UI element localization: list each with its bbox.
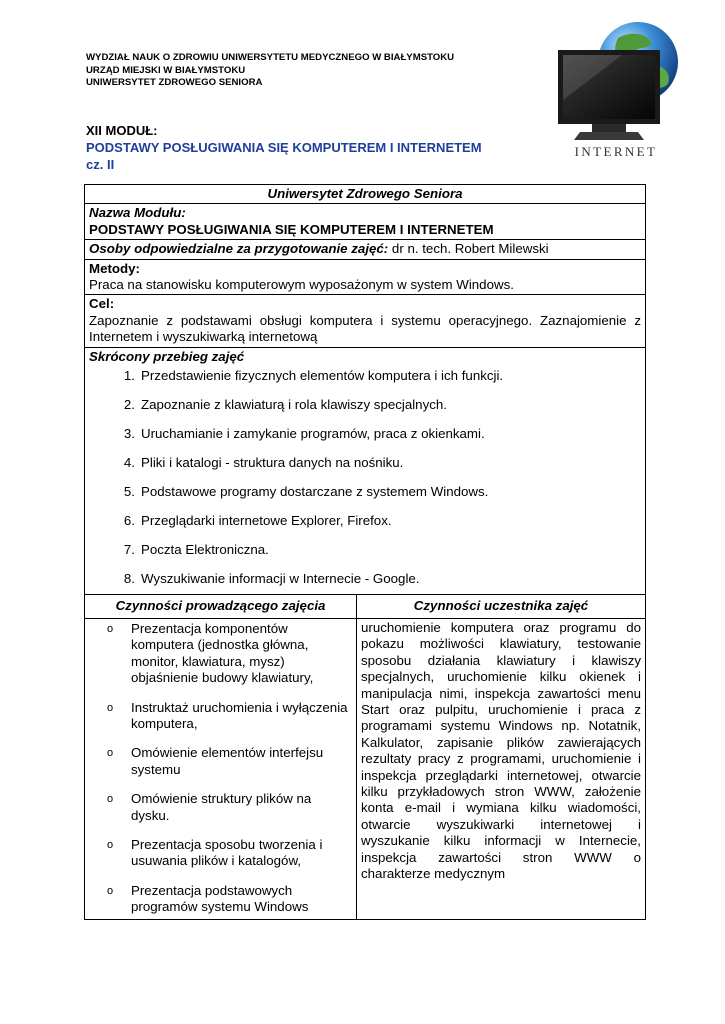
list-item: o Instruktaż uruchomienia i wyłączenia komputera, bbox=[89, 700, 352, 733]
bullet-icon: o bbox=[106, 701, 114, 714]
module-name-label: Nazwa Modułu: bbox=[89, 205, 186, 221]
module-name-value: PODSTAWY POSŁUGIWANIA SIĘ KOMPUTEREM I INTERNETEM bbox=[89, 221, 494, 237]
list-item: o Omówienie elementów interfejsu systemu bbox=[89, 745, 352, 778]
bullet-icon: o bbox=[106, 884, 114, 897]
goal-label: Cel: bbox=[89, 296, 115, 312]
goal-row bbox=[85, 295, 646, 347]
bullet-icon: o bbox=[106, 793, 114, 806]
university-row bbox=[85, 185, 646, 204]
list-item: 3. Uruchamianie i zamykanie programów, praca z okienkami. bbox=[123, 426, 485, 442]
methods-label: Metody: bbox=[89, 260, 140, 276]
list-item: o Prezentacja sposobu tworzenia i usuwania plików i katalogów, bbox=[89, 837, 352, 870]
institution-header bbox=[86, 52, 454, 90]
module-title: PODSTAWY POSŁUGIWANIA SIĘ KOMPUTEREM I INTERNETEM bbox=[86, 140, 482, 155]
bullet-icon: o bbox=[106, 747, 114, 760]
course-label: Skrócony przebieg zajęć bbox=[89, 348, 245, 364]
participant-activities-cell: uruchomienie komputera oraz programu do pokazu możliwości klawiatury, testowanie sposobu działania klawiatury i klawiszy specjalnych, uruchomienie kilku okienek i manipulacja nimi, inspekcja zawartości menu Start oraz pulpitu, uruchomienie i praca z programami systemu Windows np. Notatnik, Kalkulator, zapisanie plików zawierających rezultaty pracy z programami, uruchomienie i inspekcja przeglądarki internetowej, otwarcie kilku przykładowych stron WWW, założenie konta e-mail i wymiana kilku wiadomości, otwarcie wyszukiwarki internetowej i wyszukanie kilku informacji w Internecie, inspekcja zawartości stron WWW o charakterze medycznym bbox=[357, 618, 646, 919]
participant-column-header: Czynności uczestnika zajęć bbox=[357, 595, 646, 618]
module-name-row bbox=[85, 204, 646, 240]
course-row bbox=[85, 347, 646, 595]
internet-monitor-globe-icon bbox=[552, 20, 680, 160]
responsible-row bbox=[85, 240, 646, 259]
list-item: 8. Wyszukiwanie informacji w Internecie - Google. bbox=[123, 571, 420, 587]
list-item: 4. Pliki i katalogi - struktura danych na nośniku. bbox=[123, 455, 404, 471]
goal-value: Zapoznanie z podstawami obsługi komputera i systemu operacyjnego. Zaznajomienie z Internetem i wyszukiwarką internetową bbox=[89, 312, 641, 345]
list-item: o Prezentacja podstawowych programów systemu Windows bbox=[89, 883, 352, 916]
instructor-activities-list bbox=[89, 621, 352, 916]
list-item: 7. Poczta Elektroniczna. bbox=[123, 542, 269, 558]
list-item: 1. Przedstawienie fizycznych elementów komputera i ich funkcji. bbox=[123, 368, 504, 384]
header-line-3: UNIWERSYTET ZDROWEGO SENIORA bbox=[86, 77, 263, 89]
module-heading bbox=[86, 122, 482, 173]
module-number: XII MODUŁ: bbox=[86, 123, 158, 138]
list-item: 6. Przeglądarki internetowe Explorer, Firefox. bbox=[123, 513, 392, 529]
instructor-column-header: Czynności prowadzącego zajęcia bbox=[85, 595, 357, 618]
module-table bbox=[84, 184, 646, 920]
logo-caption: INTERNET bbox=[574, 144, 658, 159]
list-item: o Omówienie struktury plików na dysku. bbox=[89, 791, 352, 824]
list-item: 5. Podstawowe programy dostarczane z systemem Windows. bbox=[123, 484, 489, 500]
header-line-1: WYDZIAŁ NAUK O ZDROWIU UNIWERSYTETU MEDYCZNEGO W BIAŁYMSTOKU bbox=[86, 52, 455, 63]
responsible-value: dr n. tech. Robert Milewski bbox=[388, 241, 549, 257]
list-item: 2. Zapoznanie z klawiaturą i rola klawiszy specjalnych. bbox=[123, 397, 447, 413]
responsible-label: Osoby odpowiedzialne za przygotowanie zajęć: bbox=[89, 241, 389, 257]
methods-value: Praca na stanowisku komputerowym wyposażonym w system Windows. bbox=[89, 277, 514, 293]
list-item: o Prezentacja komponentów komputera (jednostka główna, monitor, klawiatura, mysz) objaśnienie budowy klawiatury, bbox=[89, 621, 352, 687]
instructor-activities-cell bbox=[85, 618, 357, 919]
methods-row bbox=[85, 259, 646, 295]
university-name: Uniwersytet Zdrowego Seniora bbox=[267, 186, 463, 201]
bullet-icon: o bbox=[106, 622, 114, 635]
module-part: cz. II bbox=[86, 157, 115, 172]
course-steps-list bbox=[89, 368, 641, 587]
header-line-2: URZĄD MIEJSKI W BIAŁYMSTOKU bbox=[86, 64, 246, 76]
bullet-icon: o bbox=[106, 838, 114, 851]
